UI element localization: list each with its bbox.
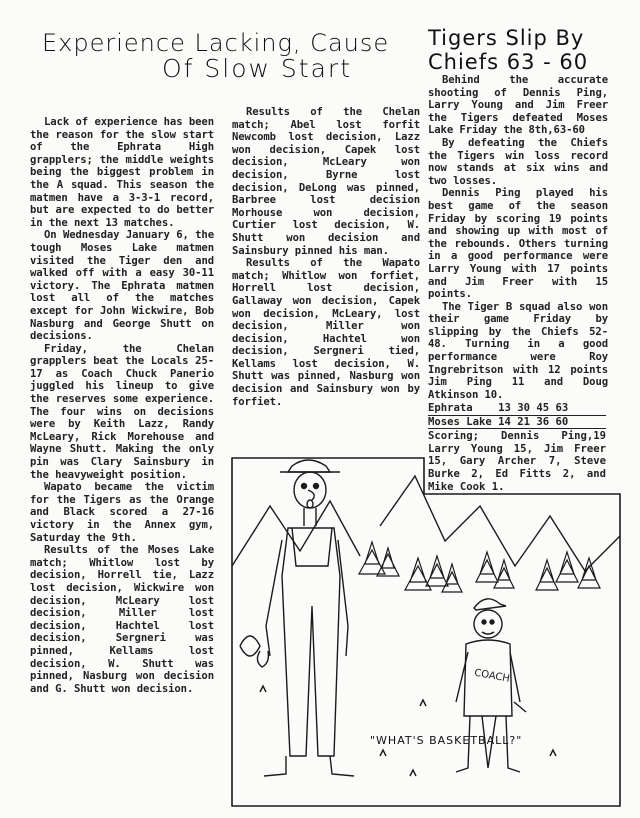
coach-badge: COACH: [473, 667, 511, 685]
basketball-article: [428, 74, 608, 401]
article-paragraph: Lack of experience has been the reason for the slow start of the Ephrata High grapplers; the middle weights being the biggest problem in the A squad. This season the matmen have a 3-3-1 record, but are expected to do better in the next 13 matches.: [30, 116, 214, 229]
cartoon-caption: "WHAT'S BASKETBALL?": [370, 734, 523, 747]
article-paragraph: Results of the Wapato match; Whitlow won forfiet, Horrell lost decision, Gallaway won decision, Capek won decision, McLeary, lost decision, Miller won decision, Hachtel won decision, Sergneri tied, Kellams lost decision, W. Shutt was pinned, Nasburg won decision and Sainsbury won by forfiet.: [232, 257, 420, 408]
basketball-headline-line1: Tigers Slip By: [428, 26, 585, 50]
article-paragraph: Dennis Ping played his best game of the season Friday by scoring 19 points and showing up with most of the rebounds. Others turning in a good performance were Larry Young with 17 points and Jim Freer with 15 points.: [428, 187, 608, 301]
basketball-headline: [428, 26, 628, 74]
article-paragraph: Behind the accurate shooting of Dennis Ping, Larry Young and Jim Freer the Tigers defeated Moses Lake Friday the 8th,63-60: [428, 74, 608, 137]
article-paragraph: Results of the Chelan match; Abel lost forfit Newcomb lost decision, Lazz won decision, Capek lost decision, McLeary won decision, Byrne lost decision, DeLong was pinned, Barbree lost decision Morhouse won decision, Curtier lost decision, W. Shutt won decision and Sainsbury pinned his man.: [232, 106, 420, 257]
main-headline-line1: Experience Lacking, Cause: [42, 29, 390, 57]
score-row-ephrata: Ephrata 13 30 45 63: [428, 402, 606, 416]
scoring-summary: Scoring; Dennis Ping,19 Larry Young 15, Jim Freer 15, Gary Archer 7, Steve Burke 2, Ed Fitts 2, and Mike Cook 1.: [428, 430, 606, 493]
wrestling-article-column1: [30, 116, 214, 695]
tall-player-figure: [257, 460, 354, 776]
pine-trees: [359, 542, 600, 592]
cartoon-drawing: [230, 456, 622, 808]
article-paragraph: The Tiger B squad also won their game Friday by slipping by the Chiefs 52-48. Turning in a good performance were Roy Ingrebritson with 12 points Jim Ping 11 and Doug Atkinson 10.: [428, 300, 608, 401]
article-paragraph: Friday, the Chelan grapplers beat the Locals 25-17 as Coach Chuck Panerio juggled his lineup to give the reserves some experience. The four wins on decisions were by Keith Lazz, Randy McLeary, Rick Morehouse and Wayne Shutt. Making the only pin was Clary Sainsbury in the heavyweight position.: [30, 342, 214, 481]
article-paragraph: By defeating the Chiefs the Tigers win loss record now stands at six wins and two losses.: [428, 136, 608, 187]
basketball-headline-line2: Chiefs 63 - 60: [428, 50, 589, 74]
wrestling-article-column2: [232, 106, 420, 408]
main-headline-line2: Of Slow Start: [162, 54, 353, 83]
cartoon-illustration: [230, 456, 622, 808]
mountains-left: [232, 501, 360, 566]
article-paragraph: Results of the Moses Lake match; Whitlow lost by decision, Horrell tie, Lazz lost decision, Wickwire won decision, McLeary lost decision, Miller lost decision, Hachtel lost decision, Sergneri was pinned, Kellams lost decision, W. Shutt was pinned, Nasburg won decision and G. Shutt won decision.: [30, 544, 214, 695]
main-headline: [42, 30, 432, 82]
score-row-moses-lake: Moses Lake 14 21 36 60: [428, 416, 606, 430]
article-paragraph: Wapato became the victim for the Tigers as the Orange and Black scored a 27-16 victory in the Annex gym, Saturday the 9th.: [30, 481, 214, 544]
ball-sketch: [240, 636, 260, 656]
article-paragraph: On Wednesday January 6, the tough Moses Lake matmen visited the Tiger den and walked off with a easy 30-11 victory. The Ephrata matmen lost all of the matches except for John Wickwire, Bob Nasburg and George Shutt on decisions.: [30, 229, 214, 343]
mountains-right: [380, 476, 620, 571]
